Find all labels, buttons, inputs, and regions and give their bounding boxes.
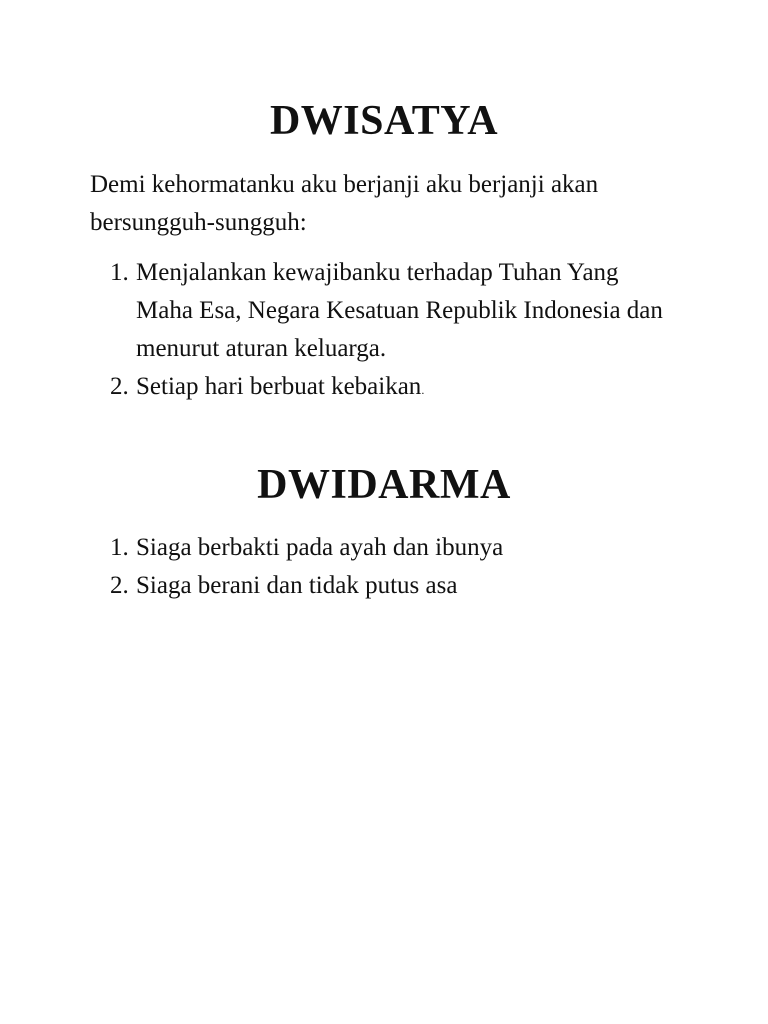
list-item-period: . [421, 383, 425, 397]
list-item-text: Siaga berbakti pada ayah dan ibunya [136, 534, 504, 561]
list-item-number: 1. [110, 259, 129, 286]
list-item [110, 529, 710, 567]
list-item-text: Setiap hari berbuat kebaikan [136, 373, 422, 400]
dwidarma-list [110, 529, 710, 605]
list-item-number: 2. [110, 572, 129, 599]
dwisatya-list [110, 254, 710, 409]
dwidarma-title: DWIDARMA [257, 462, 511, 508]
list-item-text: Siaga berani dan tidak putus asa [136, 572, 458, 599]
dwisatya-intro: Demi kehormatanku aku berjanji aku berjanji akan bersungguh-sungguh: [90, 171, 599, 236]
list-item-text: Menjalankan kewajibanku terhadap Tuhan Yang Maha Esa, Negara Kesatuan Republik Indonesia dan menurut aturan keluarga. [136, 259, 663, 362]
list-item-text-wrapper [136, 368, 681, 409]
list-item [110, 567, 710, 605]
list-item-number: 1. [110, 534, 129, 561]
list-item [110, 254, 710, 368]
dwisatya-title: DWISATYA [269, 98, 499, 144]
list-item [110, 368, 710, 409]
list-item-number: 2. [110, 373, 129, 400]
